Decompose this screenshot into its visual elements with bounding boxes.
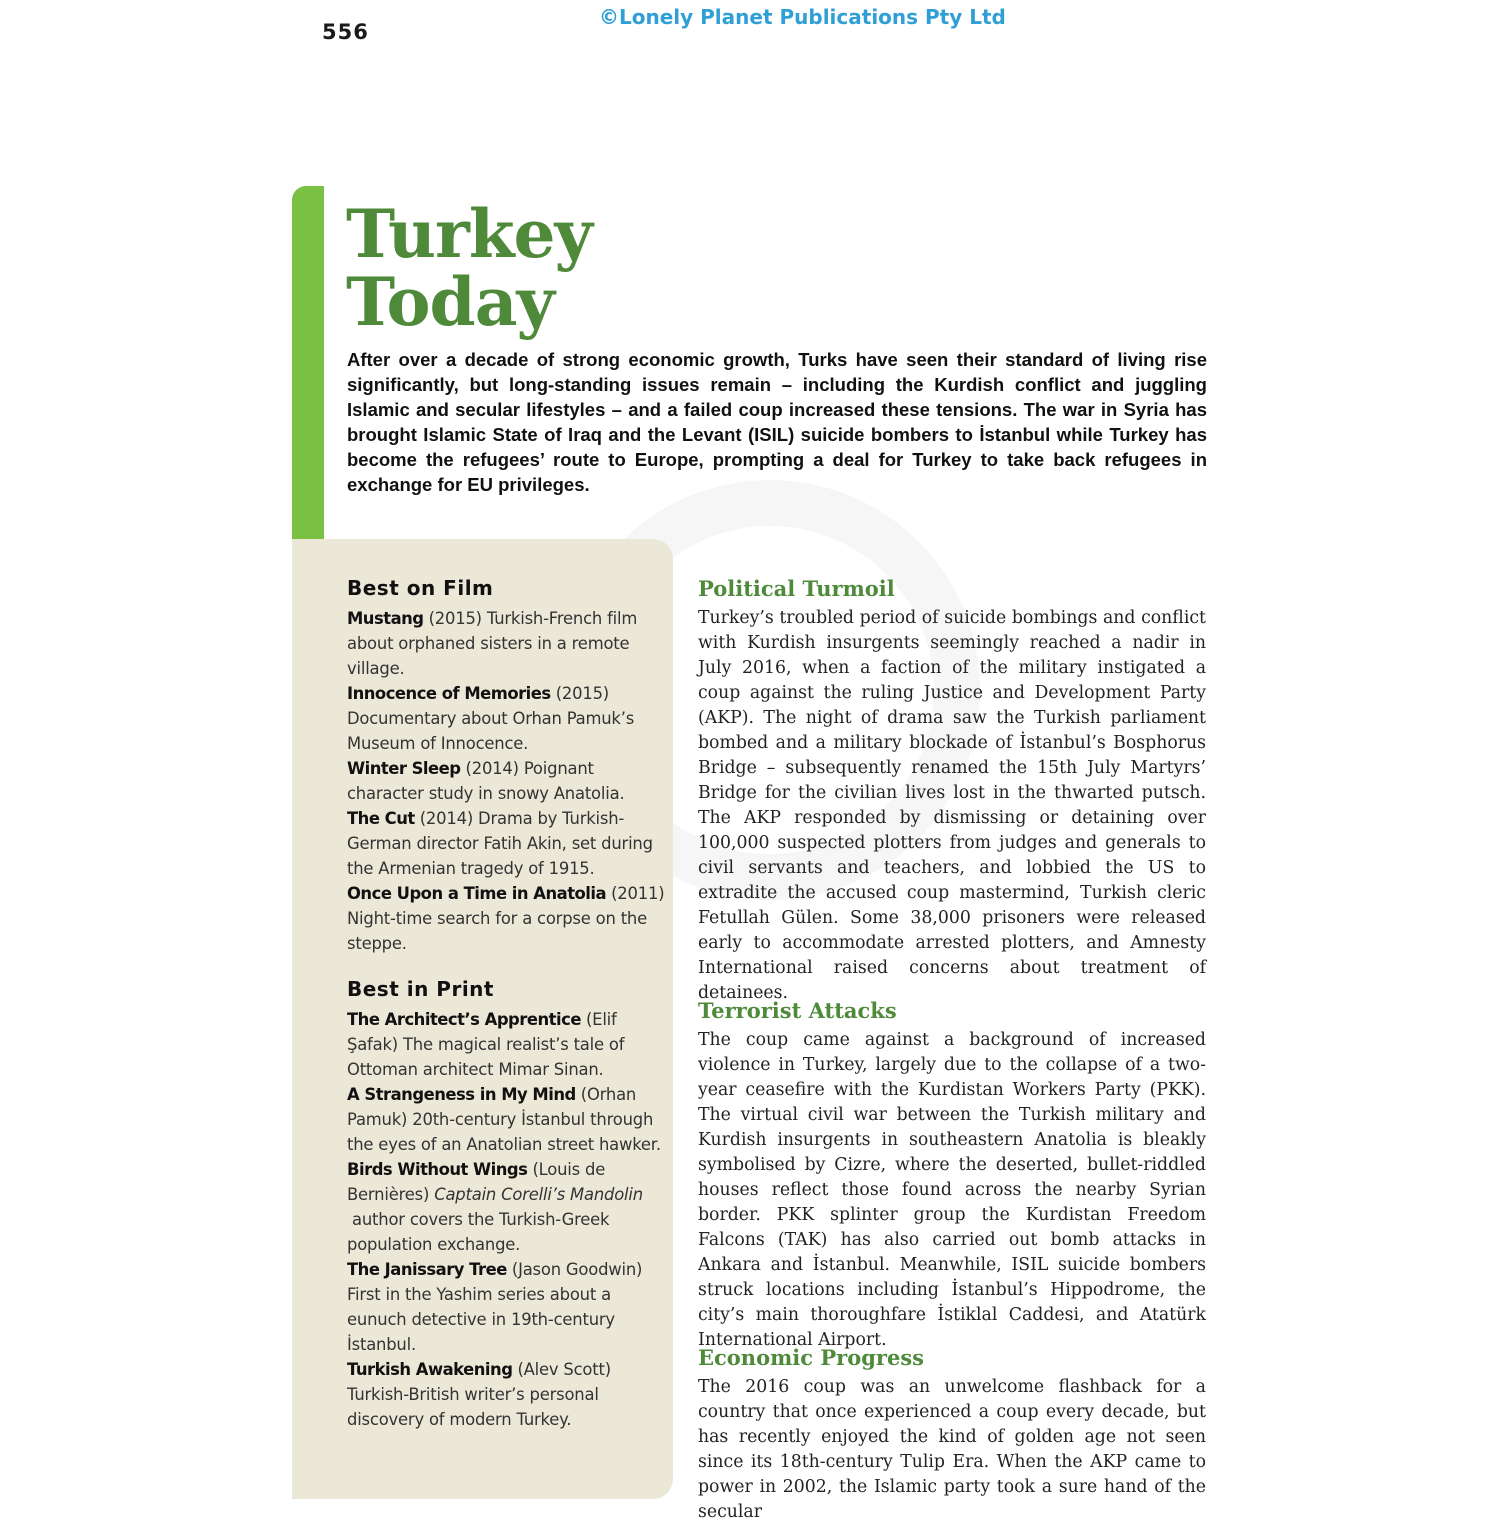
book-desc-italic: Captain Corelli’s Mandolin (434, 1185, 643, 1204)
section-body-political-turmoil: Turkey’s troubled period of suicide bombings and conflict with Kurdish insurgents seemingly reached a nadir in July 2016, when a faction of the military instigated a coup against the ruling Justice and Development Party (AKP). The night of drama saw the Turkish parliament bombed and a military blockade of İstanbul’s Bosphorus Bridge – subsequently renamed the 15th July Martyrs’ Bridge for the civilian lives lost in the thwarted putsch. The AKP responded by dismissing or detaining over 100,000 suspected plotters from judges and generals to civil servants and teachers, and lobbied the US to extradite the accused coup mastermind, Turkish cleric Fetullah Gülen. Some 38,000 prisoners were released early to accommodate arrested plotters, and Amnesty International raised concerns about treatment of detainees. (698, 608, 1206, 1003)
film-desc: (2014) Drama by Turkish-German director Fatih Akin, set during the Armenian tragedy of 1915. (347, 809, 653, 878)
film-list (347, 606, 667, 956)
book-desc: (Orhan Pamuk) 20th-century İstanbul through the eyes of an Anatolian street hawker. (347, 1085, 661, 1154)
film-title: Winter Sleep (347, 759, 461, 778)
section-body-terrorist-attacks: The coup came against a background of increased violence in Turkey, largely due to the collapse of a two-year ceasefire with the Kurdistan Workers Party (PKK). The virtual civil war between the Turkish military and Kurdish insurgents in southeastern Anatolia is bleakly symbolised by Cizre, where the deserted, bullet-riddled houses reflect those found across the nearby Syrian border. PKK splinter group the Kurdistan Freedom Falcons (TAK) has also carried out bomb attacks in Ankara and İstanbul. Meanwhile, ISIL suicide bombers struck locations including İstanbul’s Hippodrome, the city’s main thoroughfare İstiklal Caddesi, and Atatürk International Airport. (698, 1030, 1206, 1350)
best-in-print-heading: Best in Print (347, 977, 494, 1001)
best-on-film-heading: Best on Film (347, 576, 494, 600)
list-item (347, 756, 667, 806)
list-item (347, 681, 667, 756)
book-title: Turkish Awakening (347, 1360, 513, 1379)
film-title: Innocence of Memories (347, 684, 551, 703)
film-title: Once Upon a Time in Anatolia (347, 884, 607, 903)
section-body-economic-progress: The 2016 coup was an unwelcome flashback for a country that once experienced a coup every decade, but has recently enjoyed the kind of golden age not seen since its 18th-century Tulip Era. When the AKP came to power in 2002, the Islamic party took a sure hand of the secular (698, 1377, 1206, 1522)
list-item (347, 1257, 667, 1357)
chapter-title-line-2: Today (346, 263, 554, 341)
section-heading-political-turmoil: Political Turmoil (698, 576, 895, 601)
list-item (347, 1357, 667, 1432)
book-desc: author covers the Turkish-Greek population exchange. (347, 1210, 610, 1254)
page-number: 556 (322, 20, 369, 44)
film-desc: (2015) Turkish-French film about orphaned sisters in a remote village. (347, 609, 638, 678)
list-item (347, 1082, 667, 1157)
film-title: The Cut (347, 809, 415, 828)
film-desc: (2015) Documentary about Orhan Pamuk’s Museum of Innocence. (347, 684, 635, 753)
chapter-accent-bar-fill (306, 186, 324, 579)
film-title: Mustang (347, 609, 424, 628)
book-desc: (Alev Scott) Turkish-British writer’s personal discovery of modern Turkey. (347, 1360, 611, 1429)
chapter-title (346, 195, 1046, 341)
film-desc: (2014) Poignant character study in snowy Anatolia. (347, 759, 625, 803)
book-title: Birds Without Wings (347, 1160, 528, 1179)
list-item (347, 1007, 667, 1082)
film-desc: (2011) Night-time search for a corpse on the steppe. (347, 884, 665, 953)
section-heading-terrorist-attacks: Terrorist Attacks (698, 998, 897, 1023)
section-heading-economic-progress: Economic Progress (698, 1345, 924, 1370)
list-item (347, 1157, 667, 1257)
book-desc: (Louis de Bernières) (347, 1160, 606, 1204)
copyright-notice: ©Lonely Planet Publications Pty Ltd (599, 5, 1006, 29)
chapter-intro: After over a decade of strong economic growth, Turks have seen their standard of living rise significantly, but long-standing issues remain – including the Kurdish conflict and juggling Islamic and secular lifestyles – and a failed coup increased these tensions. The war in Syria has brought Islamic State of Iraq and the Levant (ISIL) suicide bombers to İstanbul while Turkey has become the refugees’ route to Europe, prompting a deal for Turkey to take back refugees in exchange for EU privileges. (347, 349, 1207, 495)
list-item (347, 881, 667, 956)
book-list (347, 1007, 667, 1432)
book-title: The Janissary Tree (347, 1260, 507, 1279)
book-title: A Strangeness in My Mind (347, 1085, 576, 1104)
chapter-title-line-1: Turkey (346, 195, 592, 273)
book-desc: (Jason Goodwin) First in the Yashim series about a eunuch detective in 19th-century İstanbul. (347, 1260, 643, 1354)
book-title: The Architect’s Apprentice (347, 1010, 581, 1029)
book-desc: (Elif Şafak) The magical realist’s tale of Ottoman architect Mimar Sinan. (347, 1010, 625, 1079)
list-item (347, 606, 667, 681)
list-item (347, 806, 667, 881)
